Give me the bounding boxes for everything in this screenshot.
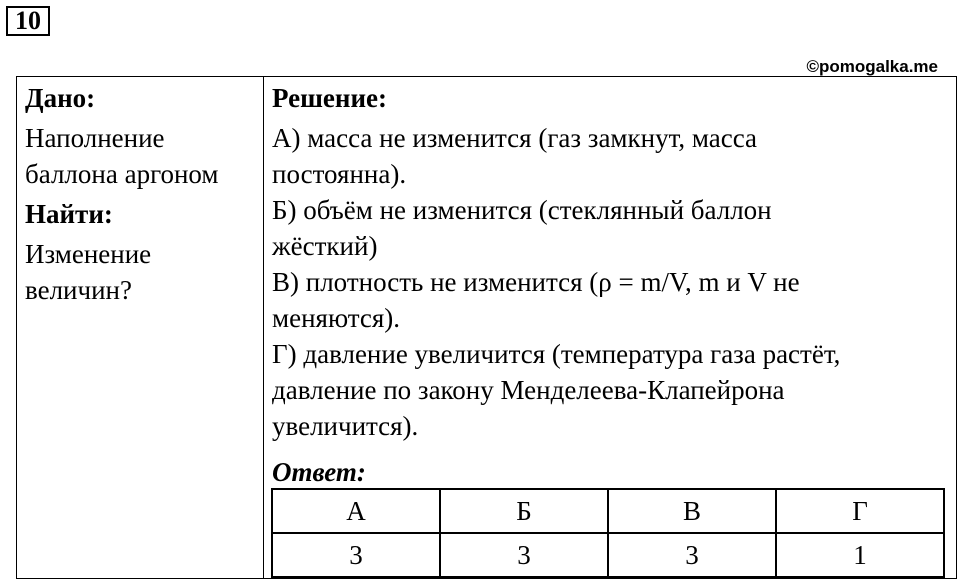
watermark: ©pomogalka.me bbox=[806, 57, 938, 76]
solution-line: постоянна). bbox=[272, 159, 407, 189]
problem-number: 10 bbox=[6, 6, 50, 36]
column-divider bbox=[263, 76, 264, 579]
answer-header-cell: В bbox=[608, 489, 776, 533]
answer-label: Ответ: bbox=[272, 457, 366, 487]
solution-line: Б) объём не изменится (стеклянный баллон bbox=[272, 195, 772, 225]
solution-column bbox=[272, 80, 952, 490]
answer-header-cell: Г bbox=[776, 489, 944, 533]
solution-heading: Решение: bbox=[272, 83, 387, 113]
answer-header-cell: Б bbox=[440, 489, 608, 533]
answer-value-cell: 3 bbox=[440, 533, 608, 577]
solution-line: В) плотность не изменится (ρ = m/V, m и V не bbox=[272, 267, 800, 297]
answer-value-cell: 3 bbox=[272, 533, 440, 577]
answer-value-row bbox=[272, 533, 944, 577]
solution-line: меняются). bbox=[272, 303, 401, 333]
given-column bbox=[25, 80, 259, 308]
answer-value-cell: 1 bbox=[776, 533, 944, 577]
find-heading: Найти: bbox=[25, 199, 113, 229]
solution-line: Г) давление увеличится (температура газа растёт, bbox=[272, 339, 841, 369]
solution-line: жёсткий) bbox=[272, 231, 378, 261]
solution-line: А) масса не изменится (газ замкнут, масса bbox=[272, 123, 758, 153]
given-line: баллона аргоном bbox=[25, 159, 219, 189]
find-line: величин? bbox=[25, 275, 132, 305]
answer-value-cell: 3 bbox=[608, 533, 776, 577]
solution-line: увеличится). bbox=[272, 411, 419, 441]
answer-table bbox=[271, 488, 945, 578]
find-line: Изменение bbox=[25, 239, 152, 269]
answer-header-row bbox=[272, 489, 944, 533]
solution-line: давление по закону Менделеева-Клапейрона bbox=[272, 375, 785, 405]
answer-header-cell: А bbox=[272, 489, 440, 533]
given-heading: Дано: bbox=[25, 83, 96, 113]
given-line: Наполнение bbox=[25, 123, 165, 153]
